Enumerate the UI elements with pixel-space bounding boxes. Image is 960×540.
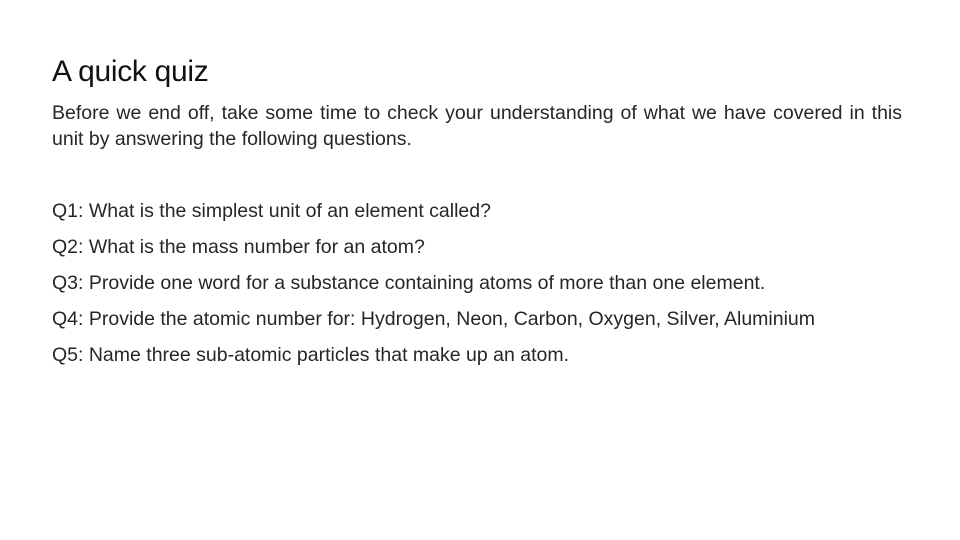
question-4: Q4: Provide the atomic number for: Hydrogen, Neon, Carbon, Oxygen, Silver, Aluminium — [52, 308, 816, 330]
question-list — [52, 198, 902, 378]
question-5: Q5: Name three sub-atomic particles that make up an atom. — [52, 344, 569, 366]
question-3: Q3: Provide one word for a substance containing atoms of more than one element. — [52, 272, 766, 294]
question-2: Q2: What is the mass number for an atom? — [52, 236, 425, 258]
question-1: Q1: What is the simplest unit of an element called? — [52, 200, 491, 222]
intro-paragraph: Before we end off, take some time to check your understanding of what we have covered in this unit by answering the following questions. — [52, 102, 902, 150]
slide-title: A quick quiz — [52, 55, 209, 88]
